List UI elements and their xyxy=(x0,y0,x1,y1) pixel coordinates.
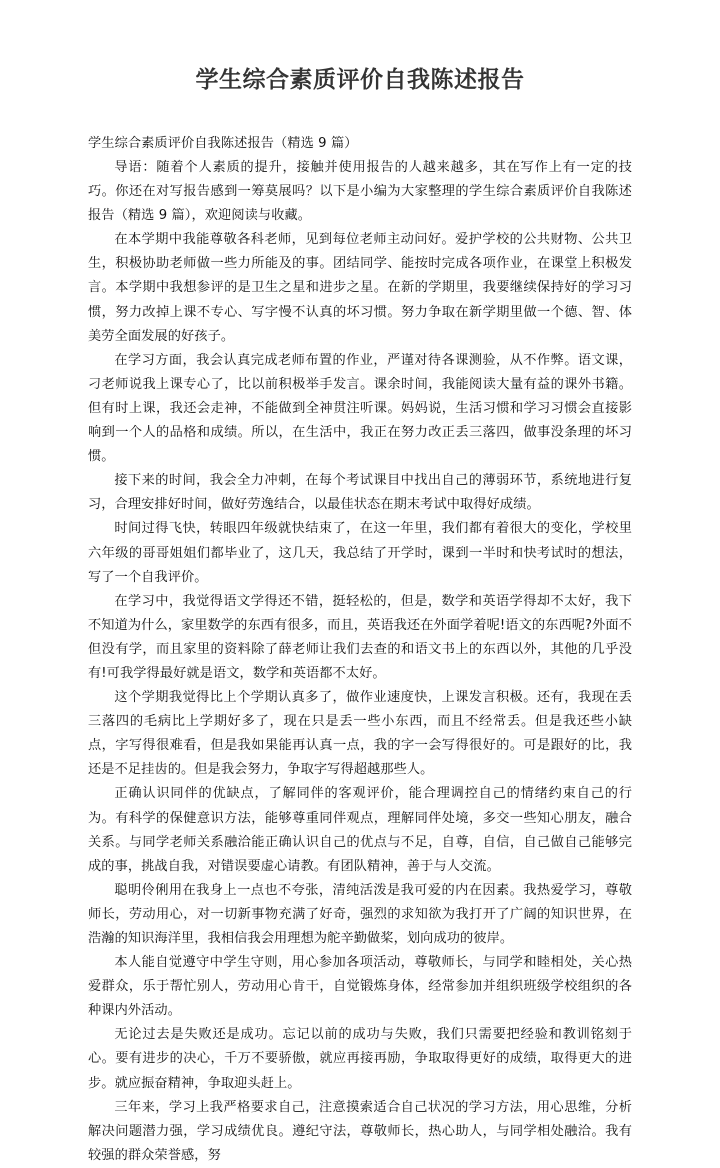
document-subtitle: 学生综合素质评价自我陈述报告（精选 9 篇） xyxy=(88,136,358,151)
paragraph: 在学习方面，我会认真完成老师布置的作业，严谨对待各课测验，从不作弊。语文课，刁老师说我上课专心了，比以前积极举手发言。课余时间，我能阅读大量有益的课外书籍。但有时上课，我还会走神，不能做到全神贯注听课。妈妈说，生活习惯和学习习惯会直接影响到一个人的品格和成绩。所以，在生活中，我正在努力改正丢三落四，做事没条理的坏习惯。 xyxy=(88,352,632,465)
paragraph: 在学习中，我觉得语文学得还不错，挺轻松的，但是，数学和英语学得却不太好，我下不知道为什么，家里数学的东西有很多，而且，英语我还在外面学着呢!语文的东西呢?外面不但没有学，而且家里的资料除了薛老师让我们去查的和语文书上的东西以外，其他的几乎没有!可我学得最好就是语文，数学和英语都不太好。 xyxy=(88,593,632,681)
paragraph: 这个学期我觉得比上个学期认真多了，做作业速度快，上课发言积极。还有，我现在丢三落四的毛病比上学期好多了，现在只是丢一些小东西，而且不经常丢。但是我还些小缺点，字写得很难看，但是我如果能再认真一点，我的字一会写得很好的。可是跟好的比，我还是不足挂齿的。但是我会努力，争取字写得超越那些人。 xyxy=(88,690,632,778)
paragraph: 正确认识同伴的优缺点，了解同伴的客观评价，能合理调控自己的情绪约束自己的行为。有科学的保健意识方法，能够尊重同伴观点，理解同伴处境，多交一些知心朋友，融合关系。与同学老师关系融洽能正确认识自己的优点与不足，自尊，自信，自己做自己能够完成的事，挑战自我，对错误要虚心请教。有团队精神，善于与人交流。 xyxy=(88,786,632,874)
paragraph: 导语：随着个人素质的提升，接触并使用报告的人越来越多，其在写作上有一定的技巧。你还在对写报告感到一筹莫展吗？以下是小编为大家整理的学生综合素质评价自我陈述报告（精选 9 篇），欢迎阅读与收藏。 xyxy=(88,160,632,224)
page-title: 学生综合素质评价自我陈述报告 xyxy=(195,67,525,93)
paragraph: 时间过得飞快，转眼四年级就快结束了，在这一年里，我们都有着很大的变化，学校里六年级的哥哥姐姐们都毕业了，这几天，我总结了开学时，课到一半时和快考试时的想法，写了一个自我评价。 xyxy=(88,521,632,585)
paragraph: 无论过去是失败还是成功。忘记以前的成功与失败，我们只需要把经验和教训铭刻于心。要有进步的决心，千万不要骄傲，就应再接再励，争取取得更好的成绩，取得更大的进步。就应振奋精神，争取迎头赶上。 xyxy=(88,1027,632,1091)
document-body xyxy=(88,132,632,1168)
paragraph: 三年来，学习上我严格要求自己，注意摸索适合自己状况的学习方法，用心思维，分析解决问题潜力强，学习成绩优良。遵纪守法，尊敬师长，热心助人，与同学相处融洽。我有较强的群众荣誉感，努 xyxy=(88,1099,632,1163)
paragraph: 聪明伶俐用在我身上一点也不夸张，清纯活泼是我可爱的内在因素。我热爱学习，尊敬师长，劳动用心，对一切新事物充满了好奇，强烈的求知欲为我打开了广阔的知识世界，在浩瀚的知识海洋里，我相信我会用理想为舵辛勤做桨，划向成功的彼岸。 xyxy=(88,882,632,946)
paragraph: 接下来的时间，我会全力冲刺，在每个考试课目中找出自己的薄弱环节，系统地进行复习，合理安排好时间，做好劳逸结合，以最佳状态在期末考试中取得好成绩。 xyxy=(88,473,632,513)
paragraph: 在本学期中我能尊敬各科老师，见到每位老师主动问好。爱护学校的公共财物、公共卫生，积极协助老师做一些力所能及的事。团结同学、能按时完成各项作业，在课堂上积极发言。本学期中我想参评的是卫生之星和进步之星。在新的学期里，我要继续保持好的学习习惯，努力改掉上课不专心、写字慢不认真的坏习惯。努力争取在新学期里做一个德、智、体美劳全面发展的好孩子。 xyxy=(88,232,632,344)
paragraph: 本人能自觉遵守中学生守则，用心参加各项活动，尊敬师长，与同学和睦相处，关心热爱群众，乐于帮忙别人，劳动用心肯干，自觉锻炼身体，经常参加并组织班级学校组织的各种课内外活动。 xyxy=(88,955,632,1019)
